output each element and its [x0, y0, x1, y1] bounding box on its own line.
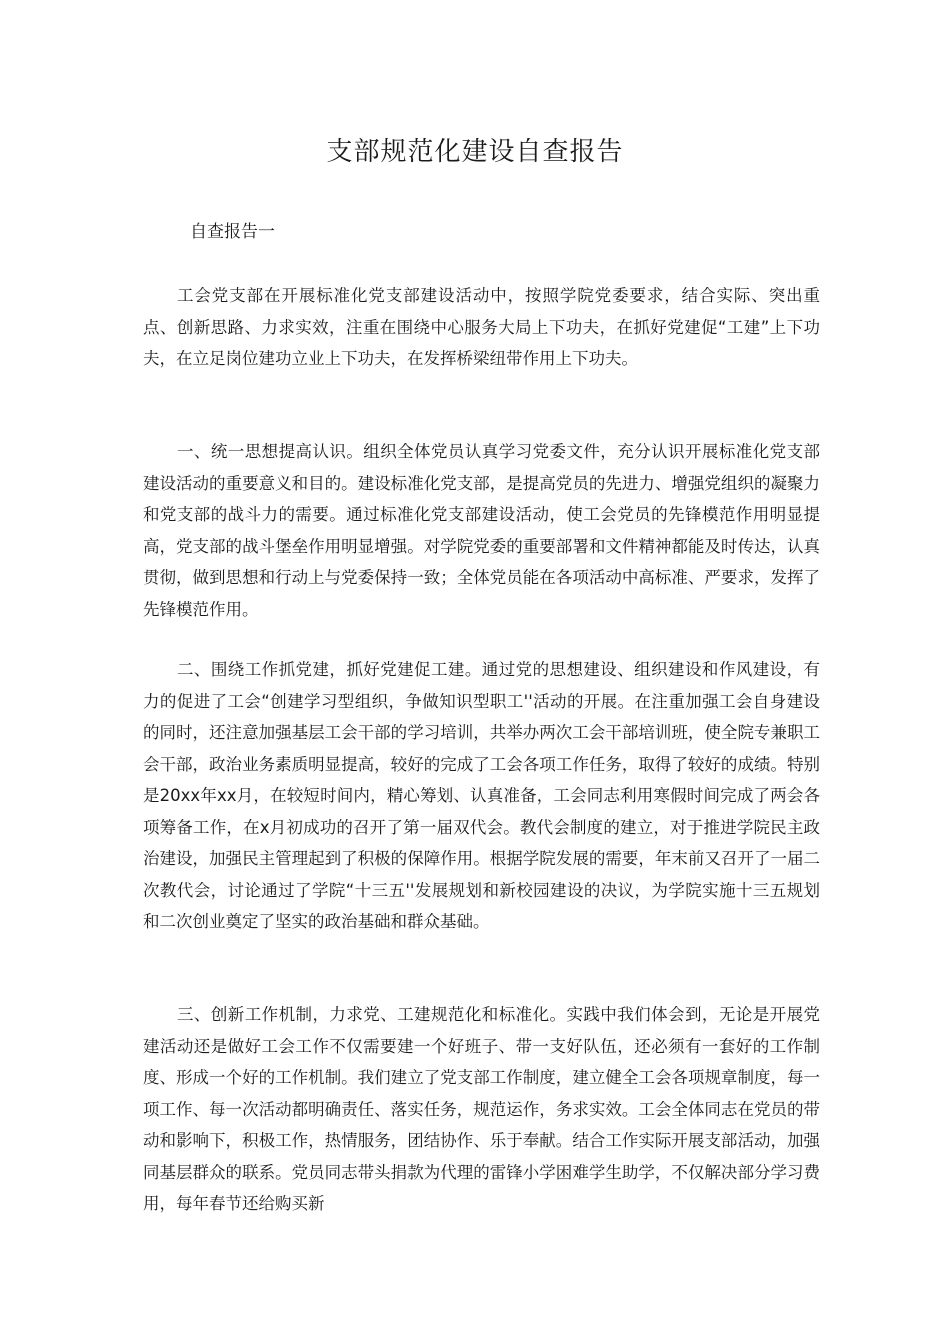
document-title: 支部规范化建设自查报告 [326, 137, 624, 167]
paragraph-section-1: 一、统一思想提高认识。组织全体党员认真学习党委文件，充分认识开展标准化党支部建设活动的重要意义和目的。建设标准化党支部，是提高党员的先进力、增强党组织的凝聚力和党支部的战斗力的需要。通过标准化党支部建设活动，使工会党员的先锋模范作用明显提高，党支部的战斗堡垒作用明显增强。对学院党委的重要部署和文件精神都能及时传达，认真贯彻，做到思想和行动上与党委保持一致；全体党员能在各项活动中高标准、严要求，发挥了先锋模范作用。 [143, 442, 820, 619]
document-subtitle: 自查报告一 [190, 222, 275, 242]
paragraph-section-2: 二、围绕工作抓党建，抓好党建促工建。通过党的思想建设、组织建设和作风建设，有力的促进了工会“创建学习型组织，争做知识型职工''活动的开展。在注重加强工会自身建设的同时，还注意加强基层工会干部的学习培训，共举办两次工会干部培训班，使全院专兼职工会干部，政治业务素质明显提高，较好的完成了工会各项工作任务，取得了较好的成绩。特别是20xx年xx月，在较短时间内，精心筹划、认真准备，工会同志利用寒假时间完成了两会各项筹备工作，在x月初成功的召开了第一届双代会。教代会制度的建立，对于推进学院民主政治建设，加强民主管理起到了积极的保障作用。根据学院发展的需要，年末前又召开了一届二次教代会，讨论通过了学院“十三五''发展规划和新校园建设的决议，为学院实施十三五规划和二次创业奠定了坚实的政治基础和群众基础。 [143, 660, 820, 931]
paragraph-section-3: 三、创新工作机制，力求党、工建规范化和标准化。实践中我们体会到，无论是开展党建活动还是做好工会工作不仅需要建一个好班子、带一支好队伍，还必须有一套好的工作制度、形成一个好的工作机制。我们建立了党支部工作制度，建立健全工会各项规章制度，每一项工作、每一次活动都明确责任、落实任务，规范运作，务求实效。工会全体同志在党员的带动和影响下，积极工作，热情服务，团结协作、乐于奉献。结合工作实际开展支部活动，加强同基层群众的联系。党员同志带头捐款为代理的雷锋小学困难学生助学，不仅解决部分学习费用，每年春节还给购买新 [143, 1005, 820, 1213]
paragraph-intro: 工会党支部在开展标准化党支部建设活动中，按照学院党委要求，结合实际、突出重点、创新思路、力求实效，注重在围绕中心服务大局上下功夫，在抓好党建促“工建”上下功夫，在立足岗位建功立业上下功夫，在发挥桥梁纽带作用上下功夫。 [143, 286, 820, 368]
